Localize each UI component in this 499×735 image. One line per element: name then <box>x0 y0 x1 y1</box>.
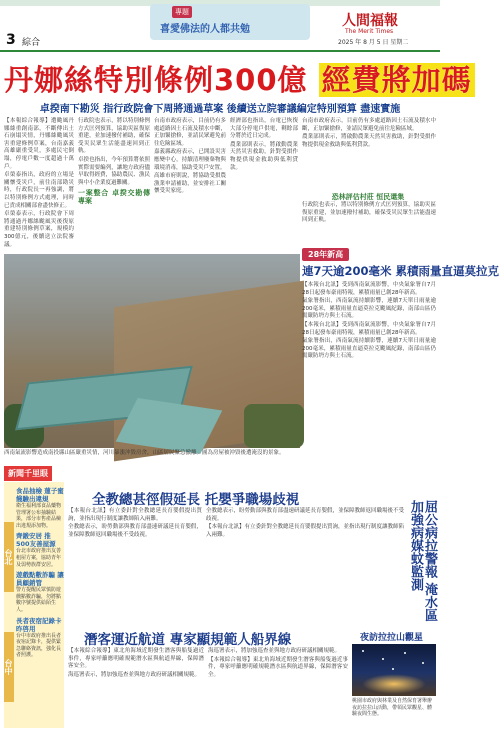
rainfall-article <box>302 242 499 518</box>
paragraph: 行政院也表示，將以特別條例方式匡列預算，協助災區復原重建，並加速撥付補助，確保受災民眾生活能盡速回到正軌。 <box>302 202 436 224</box>
lead-col-6 <box>302 202 436 240</box>
paragraph: 【本報台北訊】受到西南氣流影響，中央氣象署自7月28日起發布豪雨特報，累積雨量已創28年新高。 <box>302 321 436 336</box>
header-rule <box>0 50 440 52</box>
star <box>382 658 384 660</box>
region-label: 台北 <box>4 522 14 592</box>
paragraph: 全教總表示，盼勞動部與教育部盡速研議延長育嬰假，並保障教師返回職場後不受歧視。 <box>206 508 405 522</box>
headline-highlight: 經費將加碼 <box>319 63 475 97</box>
banner-tag: 專題 <box>172 6 192 18</box>
paragraph: 【本報綜合報導】東北角海域近期發生潛客與船隻過近事件，專家呼籲應明確規範潛水區與航道界線，保障潛客安全。 <box>68 648 204 670</box>
section-name: 綜合 <box>22 38 41 48</box>
banner-title: 喜愛佛法的人都共勉 <box>160 24 250 35</box>
green-section-title: 恐林評估村莊 恒民還集 <box>331 193 405 201</box>
paragraph: 海巡署表示，將加強巡查並與地方政府研議相關規範。 <box>68 671 201 678</box>
paragraph: 台南市政府表示，目前仍有多處道路因土石流及積水中斷，正加緊搶修，並請民眾避免前往危險區域。 <box>154 118 226 147</box>
sidebar-item-text: 警方提醒民眾慎防遊戲點數詐騙，勿將點數序號提供給陌生人。 <box>16 587 62 613</box>
sidebar-item-title[interactable]: 食品抽檢 蓮子蜜餞驗出違規 <box>16 487 64 503</box>
mid-article-1-col-b <box>206 508 404 624</box>
sidebar-item-title[interactable]: 遊戲點數詐騙 讓員顧銷管 <box>16 571 64 588</box>
mid-article-2-col-a <box>68 648 204 730</box>
star <box>404 652 406 654</box>
article-title: 全教總甚徑假延長 托嬰爭職場歧視 <box>92 492 300 508</box>
paragraph: 經濟部也指出，台電已恢復大部分停電戶供電，剩餘部分將於近日完成。 <box>230 118 298 140</box>
lead-col-4 <box>230 118 298 252</box>
page-number: 3 <box>6 32 16 48</box>
paragraph: 卓榮泰表示，行政院會下周將通過丹娜絲颱風災後復原重建特別條例草案，規模約300億元，後續送立法院審議。 <box>4 211 74 248</box>
lead-col-5 <box>302 118 436 190</box>
region-label: 台中 <box>4 632 14 702</box>
paragraph: 卓揆也指出，今年預算將依照實際需要編列，讓地方政府儘早取得經費，協助農民、漁民與中小企業度過難關。 <box>78 156 150 186</box>
subheadline: 卓揆南下勘災 指行政院會下周將通過草案 後續送立院審議編定特別預算 盡速實施 <box>39 104 401 115</box>
sidebar-item-title[interactable]: 齊鍛安居 推500友善屋源 <box>16 532 56 549</box>
paragraph: 【本報台北訊】有立委針對全教總延長育嬰假提出質詢，並指出現行制度讓教師陷入兩難。 <box>206 524 405 538</box>
photo-caption: 西南氣流影響造成南投縣山區嚴重災情，河川暴漲沖毀房舍，山區居民緊急撤離。圖為房屋被沖毀後遭淹沒的景象。 <box>4 450 285 456</box>
issue-date: 2025 年 8 月 5 日 星期二 <box>338 39 409 46</box>
paragraph: 嘉義縣政府表示，已開設災害應變中心，持續清理廢棄物與環境消毒，協助受災戶安置。 <box>154 149 226 171</box>
lead-col-2 <box>78 118 150 252</box>
star <box>362 650 364 652</box>
city-glow <box>362 674 426 694</box>
paragraph: 【本報綜合報導】遭颱風丹娜絲重創南部，不斷傳出土石崩塌災情，丹娜絲颱風災害重建條例草案，台南嘉義高雄嚴重受災，多處民宅倒塌，停電戶數一度超過十萬戶。 <box>4 118 74 170</box>
paragraph: 【本報綜合報導】東北角海域近期發生潛客與船隻過近事件，專家呼籲應明確規範潛水區與航道界線，保障潛客安全。 <box>208 656 348 678</box>
sidebar-item-text: 台中市政府推出長者夜宿記錄卡，提供緊急聯絡資訊，強化長者照護。 <box>16 632 62 659</box>
article-body <box>302 282 436 518</box>
paragraph: 海巡署表示，將加強巡查並與地方政府研議相關規範。 <box>208 648 341 654</box>
star <box>422 662 424 664</box>
night-sky-photo <box>352 644 436 696</box>
paragraph: 全教總表示，盼勞動部與教育部盡速研議延長育嬰假，並保障教師返回職場後不受歧視。 <box>68 524 202 538</box>
sidebar-items <box>16 484 64 659</box>
paragraph: 農業部則表示，將啟動農業天然災害救助，針對受損作物提供現金救助與低利貸款。 <box>230 141 298 171</box>
sidebar-item-text: 台北市政府推出友善租屋方案，協助青年及弱勢族群安居。 <box>16 548 62 568</box>
paragraph: 【本報台北訊】受到西南氣流影響，中央氣象署自7月28日起發布豪雨特報，累積雨量已創28年新高。 <box>302 282 436 296</box>
photo-caption: 桃園市政府與林業及自然保育署舉辦夜訪拉拉山活動，帶領民眾觀星、體驗夜間生態。 <box>352 698 433 718</box>
article-tag: 28年新高 <box>302 248 349 261</box>
paragraph: 農業部則表示，將啟動農業天然災害救助，針對受損作物提供現金救助與低利貸款。 <box>302 134 436 148</box>
flood-photo <box>4 254 300 448</box>
lead-col-1 <box>4 118 74 252</box>
newspaper-logo-en: The Merit Times <box>345 28 394 35</box>
mid-article-2-col-b <box>208 648 348 730</box>
sidebar-header: 新聞千里眼 <box>4 466 52 481</box>
sidebar-item-title[interactable]: 長者夜宿記錄卡 昨啓用 <box>16 616 62 633</box>
photo-title: 夜訪拉拉山觀星 <box>360 633 424 643</box>
vertical-headline: 屈公病拉警報 淹水區加強病媒蚊監測 <box>408 500 437 622</box>
page-header <box>0 0 440 52</box>
paragraph: 氣象署指出，西南氣流持續影響，連續7天單日雨量逾200毫米，累積雨量直逼莫拉克颱風紀錄，南部山區仍需嚴防坍方與土石流。 <box>302 298 436 320</box>
paragraph: 卓榮泰指出，政府的立場是關懷受災戶，前往南部勘災時，行政院長一再強調，將以特別條例方式處理，同時已責成相關部會盡快修正。 <box>4 172 74 209</box>
paragraph: 【本報台北訊】有立委針對全教總延長育嬰假提出質詢，並指出現行制度讓教師陷入兩難。 <box>68 508 202 522</box>
article-title: 連7天逾200毫米 累積雨量直逼莫拉克 <box>302 264 499 278</box>
paragraph: 台南市政府表示，目前仍有多處道路因土石流及積水中斷，正加緊搶修，並請民眾避免前往危險區域。 <box>302 118 436 132</box>
mid-article-1-col-a <box>68 508 202 624</box>
sidebar-item-text: 衛生福利部食品藥物管理署公布抽驗結果，部分市售產品檢出違規添加物。 <box>16 503 62 529</box>
photo-trees <box>244 404 304 448</box>
star <box>392 668 394 670</box>
paragraph: 氣象署指出，西南氣流持續影響，連續7天單日雨量逾200毫米，累積雨量直逼莫拉克颱風紀錄，南部山區仍需嚴防坍方與土石流。 <box>302 338 436 360</box>
news-sidebar <box>4 482 64 728</box>
paragraph: 高雄市府則說，將協助受損農漁業申請補助，並安排社工關懷受災家庭。 <box>154 173 226 195</box>
lead-col-3 <box>154 118 226 252</box>
section-subtitle: 一案整合 卓揆交勘傳專案 <box>78 189 150 205</box>
article-title: 潛客運近航道 專家顯規範人船界線 <box>84 632 292 648</box>
main-headline <box>4 58 472 97</box>
paragraph: 行政院也表示，將以特別條例方式匡列預算，協助災區復原重建，並加速撥付補助，確保受災民眾生活能盡速回到正軌。 <box>78 118 150 155</box>
newspaper-logo: 人間福報 <box>342 13 398 29</box>
headline-main: 丹娜絲特別條例300億 <box>4 63 308 97</box>
